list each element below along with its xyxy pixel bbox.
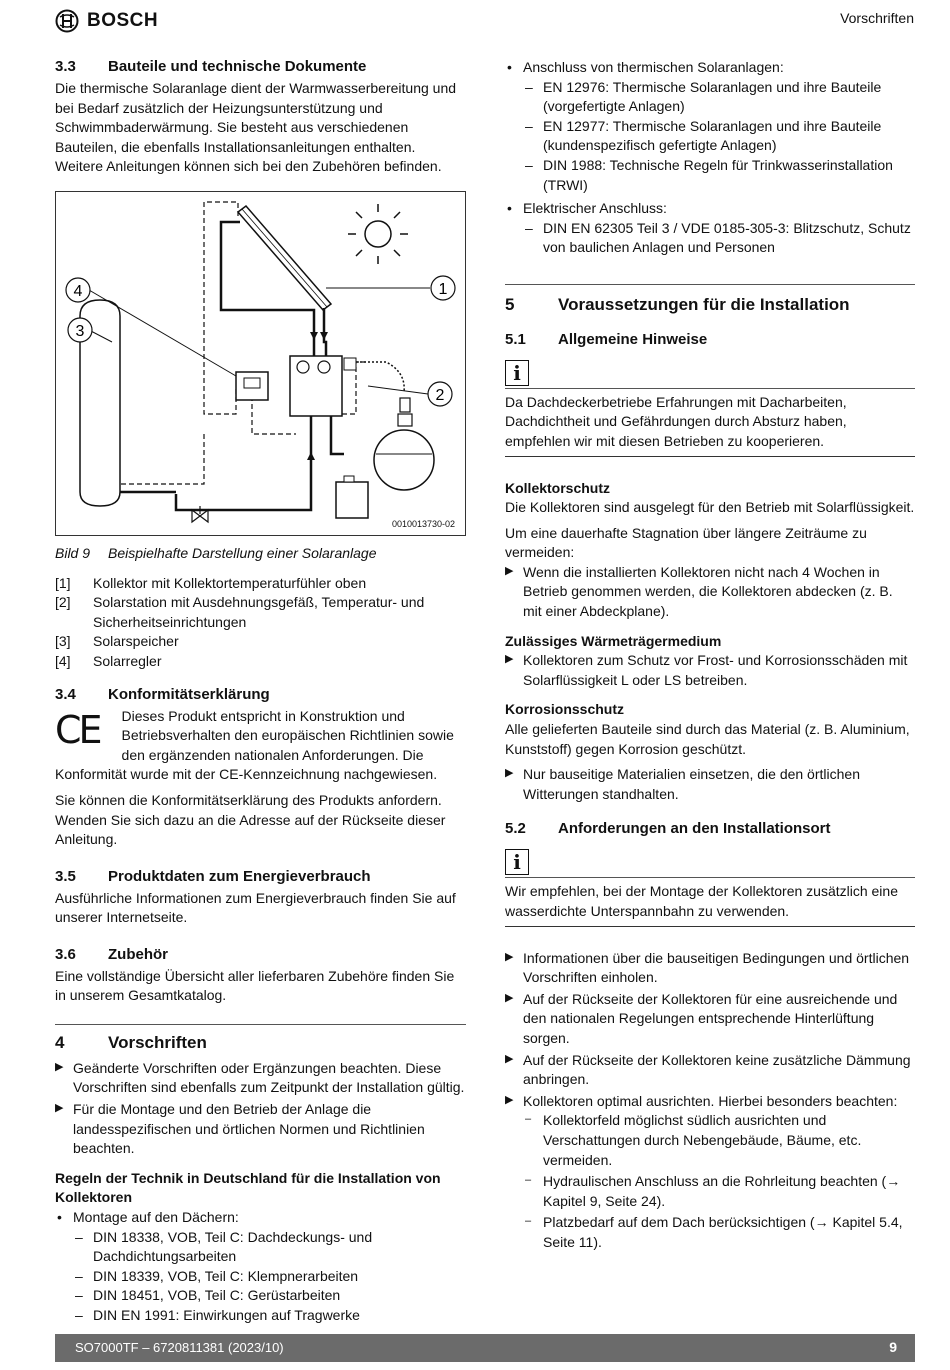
callout-3	[68, 318, 92, 342]
roof-list	[55, 1208, 466, 1326]
heading-4: 4 Vorschriften	[55, 1033, 207, 1053]
list-item: – DIN EN 1991: Einwirkungen auf Tragwerke	[73, 1306, 466, 1326]
kollektorschutz-text: Die Kollektoren sind ausgelegt für den Betrieb mit Solarflüssigkeit.	[505, 499, 915, 516]
running-head: Vorschriften	[840, 10, 914, 26]
legend-item: [3] Solarspeicher	[55, 633, 179, 650]
drain-valve-icon	[192, 506, 208, 522]
paragraph-3-4-a: Dieses Produkt entspricht in Konstruktion und Betriebsverhalten den europäischen Richtlinien sowie den ergänzenden nationalen Anforderungen. Die Konformität wurde mit der CE-Kennzeichnung nachgewiesen.	[55, 707, 454, 783]
figure-legend	[55, 574, 466, 672]
heading-3-6: 3.6 Zubehör	[55, 945, 168, 963]
list-item: ▶ Auf der Rückseite der Kollektoren keine zusätzliche Dämmung anbringen.	[505, 1051, 915, 1090]
collector-icon	[238, 206, 331, 310]
paragraph-3-6: Eine vollständige Übersicht aller lieferbaren Zubehöre finden Sie in unserem Gesamtkatalog.	[55, 967, 455, 1004]
list-item: – DIN 18339, VOB, Teil C: Klempnerarbeiten	[73, 1267, 466, 1287]
list-item: ▶ Auf der Rückseite der Kollektoren für eine ausreichende und den nationalen Regelungen entsprechende Hinterlüftung sorgen.	[505, 990, 915, 1049]
conformity-block	[55, 707, 466, 785]
callout-2	[428, 382, 452, 406]
footer-doc-id: SO7000TF – 6720811381 (2023/10)	[75, 1339, 284, 1355]
left-column	[55, 56, 466, 1326]
korrosion-text: Alle gelieferten Bauteile sind durch das Material (z. B. Aluminium, Kunststoff) gegen Korrosion geschützt.	[505, 721, 910, 757]
info-box	[505, 847, 915, 878]
heading-3-4: 3.4 Konformitätserklärung	[55, 685, 270, 703]
heading-5: 5 Voraussetzungen für die Installation	[505, 294, 850, 314]
page-footer	[55, 1334, 915, 1362]
info-box	[505, 358, 915, 389]
list-item: ▶ Geänderte Vorschriften oder Ergänzungen beachten. Diese Vorschriften sind ebenfalls zum Zeitpunkt der Installation gültig.	[55, 1059, 466, 1098]
svg-text:4: 4	[73, 282, 83, 300]
collecting-container-icon	[336, 476, 368, 518]
callout-4	[66, 278, 90, 302]
paragraph-3-4-b: Sie können die Konformitätserklärung des Produkts anfordern. Wenden Sie sich dazu an die Adresse auf der Rückseite dieser Anleitung.	[55, 791, 446, 848]
info-text: Da Dachdeckerbetriebe Erfahrungen mit Dacharbeiten, Dachdichtheit und Gefährdungen durch Absturz haben, empfehlen wir mit diesen Betrieben zu kooperieren.	[505, 393, 915, 457]
list-item: • Elektrischer Anschluss: – DIN EN 62305 Teil 3 / VDE 0185-305-3: Blitzschutz, Schutz von baulichen Anlagen und Personen	[505, 199, 915, 258]
figure-caption: Bild 9 Beispielhafte Darstellung einer Solaranlage	[55, 544, 377, 561]
ce-mark-icon: CE	[55, 707, 100, 752]
heading-3-5: 3.5 Produktdaten zum Energieverbrauch	[55, 867, 371, 885]
solar-system-diagram	[56, 192, 465, 535]
divider	[55, 1024, 466, 1025]
regulations-list	[55, 1059, 466, 1159]
list-item: – EN 12976: Thermische Solaranlagen und ihre Bauteile (vorgefertigte Anlagen)	[523, 78, 915, 117]
list-item: ▶ Kollektoren zum Schutz vor Frost- und Korrosionsschäden mit Solarflüssigkeit L oder LS betreiben.	[505, 651, 915, 690]
connection-list	[505, 58, 915, 258]
installation-site-list	[505, 949, 915, 1253]
svg-text:1: 1	[438, 280, 448, 298]
right-column	[505, 56, 915, 1255]
info-icon: i	[505, 849, 529, 875]
list-item: – DIN 18451, VOB, Teil C: Gerüstarbeiten	[73, 1286, 466, 1306]
solar-system-figure	[55, 191, 466, 536]
list-item: ▶ Kollektoren optimal ausrichten. Hierbei besonders beachten: – Kollektorfeld möglichst südlich ausrichten und Verschattungen durch Nebengebäude, Bäume, etc. vermeiden. – Hydraulischen Anschluss an die Rohrleitung beachten (→ Kapitel 9, Seite 24). – Platzbedarf auf dem Dach berücksichtigen (→ Kapitel 5.4, Seite 11).	[505, 1092, 915, 1253]
expansion-vessel-icon	[356, 362, 434, 490]
svg-text:3: 3	[75, 322, 85, 340]
svg-text:2: 2	[435, 386, 445, 404]
callout-1	[431, 276, 455, 300]
list-item: – EN 12977: Thermische Solaranlagen und ihre Bauteile (kundenspezifisch gefertigte Anlagen)	[523, 117, 915, 156]
korrosion-list	[505, 765, 915, 804]
paragraph-3-5: Ausführliche Informationen zum Energieverbrauch finden Sie auf unserer Internetseite.	[55, 889, 456, 926]
list-item: ▶ Informationen über die bauseitigen Bedingungen und örtlichen Vorschriften einholen.	[505, 949, 915, 988]
medium-heading: Zulässiges Wärmeträgermedium	[505, 632, 722, 649]
medium-list	[505, 651, 915, 690]
legend-item: [2] Solarstation mit Ausdehnungsgefäß, Temperatur- und Sicherheitseinrichtungen	[55, 594, 425, 630]
heading-3-3: 3.3 Bauteile und technische Dokumente	[55, 58, 367, 75]
stagnation-list	[505, 563, 915, 622]
rules-heading: Regeln der Technik in Deutschland für die Installation von Kollektoren	[55, 1169, 441, 1206]
list-item: – DIN EN 62305 Teil 3 / VDE 0185-305-3: Blitzschutz, Schutz von baulichen Anlagen und Personen	[523, 219, 915, 258]
list-item: • Montage auf den Dächern: – DIN 18338, VOB, Teil C: Dachdeckungs- und Dachdichtungsarbeiten – DIN 18339, VOB, Teil C: Klempnerarbeiten – DIN 18451, VOB, Teil C: Gerüstarbeiten – DIN EN 1991: Einwirkungen auf Tragwerke	[55, 1208, 466, 1326]
brand-name: BOSCH	[87, 10, 159, 31]
heading-5-1: 5.1 Allgemeine Hinweise	[505, 330, 708, 348]
list-item: – Platzbedarf auf dem Dach berücksichtigen (→ Kapitel 5.4, Seite 11).	[523, 1213, 915, 1252]
sun-icon	[348, 204, 408, 264]
list-item: – Hydraulischen Anschluss an die Rohrleitung beachten (→ Kapitel 9, Seite 24).	[523, 1172, 915, 1211]
list-item: • Anschluss von thermischen Solaranlagen: – EN 12976: Thermische Solaranlagen und ihre Bauteile (vorgefertigte Anlagen) – EN 12977: Thermische Solaranlagen und ihre Bauteile (kundenspezifisch gefertigte Anlagen) – DIN 1988: Technische Regeln für Trinkwasserinstallation (TRWI)	[505, 58, 915, 195]
heading-5-2: 5.2 Anforderungen an den Installationsort	[505, 820, 831, 838]
page-header	[0, 0, 950, 40]
legend-item: [4] Solarregler	[55, 652, 162, 669]
page-number: 9	[889, 1339, 897, 1356]
list-item: ▶ Wenn die installierten Kollektoren nicht nach 4 Wochen in Betrieb genommen werden, die Kollektoren abdecken (z. B. mit einer Abdeckplane).	[505, 563, 915, 622]
list-item: ▶ Nur bauseitige Materialien einsetzen, die den örtlichen Witterungen standhalten.	[505, 765, 915, 804]
bosch-logo	[55, 8, 158, 35]
figure-code: 0010013730-02	[391, 519, 455, 530]
paragraph-3-3: Die thermische Solaranlage dient der Warmwasserbereitung und bei Bedarf zusätzlich der Heizungsunterstützung und Schwimmbaderwärmung. Sie besteht aus verschiedenen Bauteilen, die ebenfalls Installationsanleitungen enthalten. Weitere Anleitungen können sich bei den Zubehören befinden.	[55, 80, 457, 175]
solar-station-icon	[290, 356, 356, 416]
legend-item: [1] Kollektor mit Kollektortemperaturfühler oben	[55, 574, 367, 591]
kollektorschutz-heading: Kollektorschutz	[505, 479, 611, 496]
list-item: – DIN 18338, VOB, Teil C: Dachdeckungs- und Dachdichtungsarbeiten	[73, 1228, 466, 1267]
stagnation-text: Um eine dauerhafte Stagnation über längere Zeiträume zu vermeiden:	[505, 524, 867, 561]
info-text: Wir empfehlen, bei der Montage der Kollektoren zusätzlich eine wasserdichte Unterspannbahn zu verwenden.	[505, 882, 915, 926]
controller-icon	[236, 372, 268, 400]
korrosion-heading: Korrosionsschutz	[505, 701, 625, 718]
bosch-armature-icon	[55, 9, 79, 33]
list-item: – Kollektorfeld möglichst südlich ausrichten und Verschattungen durch Nebengebäude, Bäume, etc. vermeiden.	[523, 1111, 915, 1170]
list-item: – DIN 1988: Technische Regeln für Trinkwasserinstallation (TRWI)	[523, 156, 915, 195]
divider	[505, 284, 915, 285]
list-item: ▶ Für die Montage und den Betrieb der Anlage die landesspezifischen und örtlichen Normen und Richtlinien beachten.	[55, 1100, 466, 1159]
info-icon: i	[505, 360, 529, 386]
